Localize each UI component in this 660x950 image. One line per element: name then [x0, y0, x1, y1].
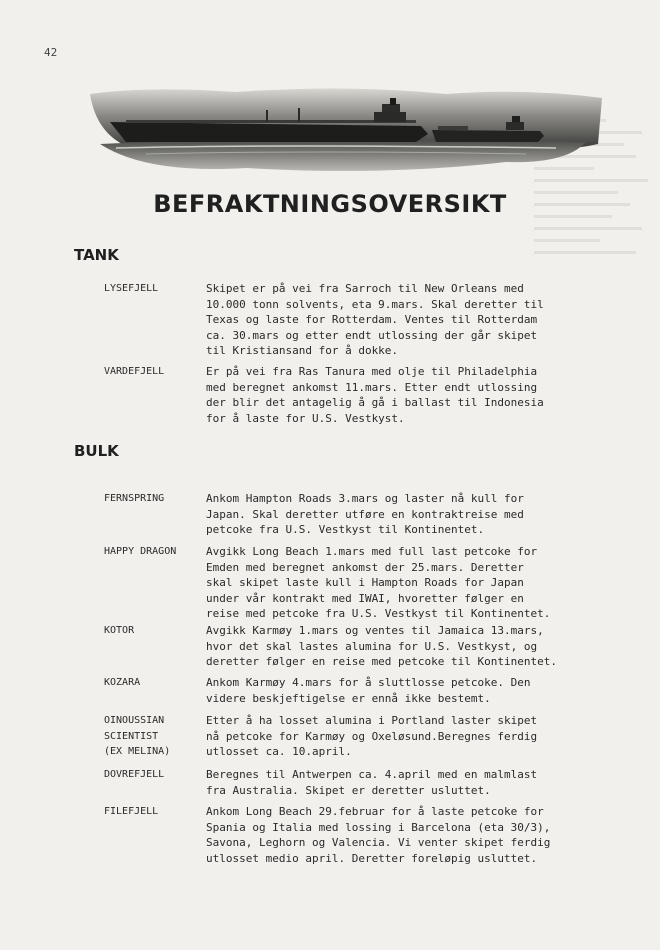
page-number: 42 [44, 46, 58, 59]
section-heading-bulk: BULK [74, 442, 119, 460]
entry-text: Ankom Hampton Roads 3.mars og laster nå kull for Japan. Skal deretter utføre en kontraktreise med petcoke fra U.S. Vestkyst til Kontinentet. [206, 492, 524, 537]
entry-text: Ankom Long Beach 29.februar for å laste petcoke for Spania og Italia med lossing i Barcelona (eta 30/3), Savona, Leghorn og Valencia. Vi venter skipet ferdig utlosset medio april. Deretter foreløpig usluttet. [206, 805, 551, 865]
tanker-ship-illustration [86, 84, 606, 180]
ship-name: KOTOR [104, 625, 135, 636]
entry-text: Ankom Karmøy 4.mars for å sluttlosse petcoke. Den videre beskjeftigelse er ennå ikke bestemt. [206, 676, 531, 705]
ship-name: FILEFJELL [104, 806, 159, 817]
ship-name: OINOUSSIAN SCIENTIST (EX MELINA) [104, 715, 171, 758]
page-title: BEFRAKTNINGSOVERSIKT [153, 190, 507, 218]
entry-text: Avgikk Karmøy 1.mars og ventes til Jamaica 13.mars, hvor det skal lastes alumina for U.S. Vestkyst, og deretter følger en reise med petcoke til Kontinentet. [206, 624, 557, 669]
ship-name: VARDEFJELL [104, 366, 165, 377]
ship-name: KOZARA [104, 677, 141, 688]
entry-text: Avgikk Long Beach 1.mars med full last petcoke for Emden med beregnet ankomst der 25.mars. Deretter skal skipet laste kull i Hampton Roads for Japan under vår kontrakt med IWAI, hvoretter følger en reise med petcoke fra U.S. Vestkyst til Kontinentet. [206, 545, 551, 621]
entry-text: Skipet er på vei fra Sarroch til New Orleans med 10.000 tonn solvents, eta 9.mars. Skal deretter til Texas og laste for Rotterdam. Ventes til Rotterdam ca. 30.mars og etter endt utlossing der går skipet til Kristiansand for å dokke. [206, 282, 544, 358]
ship-name: LYSEFJELL [104, 283, 159, 294]
entry-text: Beregnes til Antwerpen ca. 4.april med en malmlast fra Australia. Skipet er deretter usluttet. [206, 768, 538, 797]
ship-name: DOVREFJELL [104, 769, 165, 780]
entry-text: Er på vei fra Ras Tanura med olje til Philadelphia med beregnet ankomst 11.mars. Etter endt utlossing der blir det antagelig å gå i ballast til Indonesia for å laste for U.S. Vestkyst. [206, 365, 544, 425]
ship-name: HAPPY DRAGON [104, 546, 177, 557]
ship-name: FERNSPRING [104, 493, 165, 504]
section-heading-tank: TANK [74, 246, 119, 264]
entry-text: Etter å ha losset alumina i Portland laster skipet nå petcoke for Karmøy og Oxeløsund.Beregnes ferdig utlosset ca. 10.april. [206, 714, 538, 759]
